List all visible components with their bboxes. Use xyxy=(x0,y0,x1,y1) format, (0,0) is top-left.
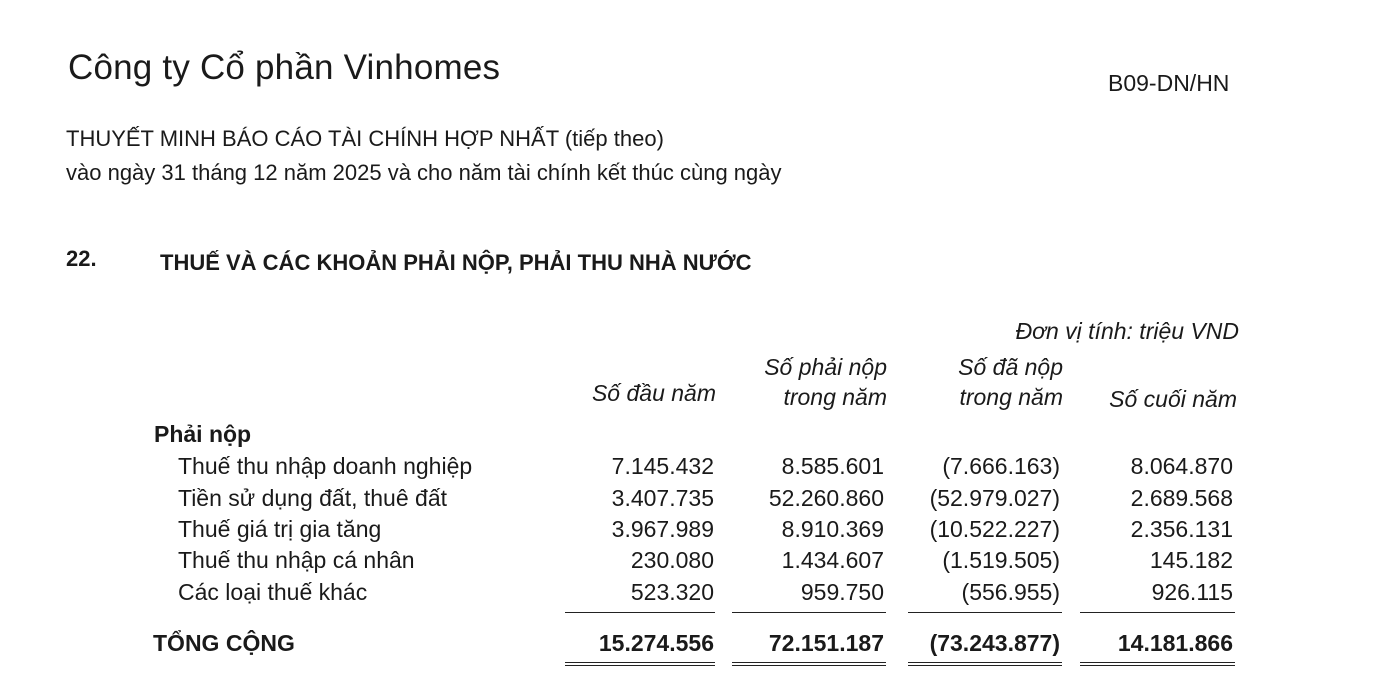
row-label: Thuế thu nhập cá nhân xyxy=(178,547,415,573)
company-name: Công ty Cổ phần Vinhomes xyxy=(68,48,501,87)
group-label-payable: Phải nộp xyxy=(154,421,252,447)
value-opening: 3.967.989 xyxy=(611,516,714,542)
value-payable: 959.750 xyxy=(800,579,884,605)
column-header-line1: Số phải nộp xyxy=(764,354,887,380)
total-double-rule xyxy=(908,662,1062,666)
unit-note: Đơn vị tính: triệu VND xyxy=(1015,318,1239,344)
column-header-payable xyxy=(764,352,887,412)
value-paid: (556.955) xyxy=(961,579,1060,605)
total-paid: (73.243.877) xyxy=(929,630,1060,656)
total-double-rule xyxy=(565,662,715,666)
value-closing: 2.689.568 xyxy=(1130,485,1233,511)
value-paid: (7.666.163) xyxy=(942,453,1060,479)
total-label: TỔNG CỘNG xyxy=(153,630,295,656)
value-payable: 8.910.369 xyxy=(781,516,884,542)
row-label: Thuế thu nhập doanh nghiệp xyxy=(178,453,473,479)
value-paid: (52.979.027) xyxy=(929,485,1060,511)
value-paid: (1.519.505) xyxy=(942,547,1060,573)
value-payable: 8.585.601 xyxy=(781,453,884,479)
column-header-line2: trong năm xyxy=(959,384,1063,410)
value-closing: 2.356.131 xyxy=(1130,516,1233,542)
total-double-rule xyxy=(732,662,886,666)
value-closing: 8.064.870 xyxy=(1130,453,1233,479)
row-label: Các loại thuế khác xyxy=(178,579,368,605)
section-number: 22. xyxy=(66,246,97,271)
form-code: B09-DN/HN xyxy=(1108,70,1230,96)
table-row xyxy=(0,516,1377,548)
subtotal-rule xyxy=(732,612,886,613)
subtotal-rule xyxy=(908,612,1062,613)
section-title: THUẾ VÀ CÁC KHOẢN PHẢI NỘP, PHẢI THU NHÀ NƯỚC xyxy=(160,250,752,275)
value-opening: 523.320 xyxy=(630,579,714,605)
value-opening: 3.407.735 xyxy=(611,485,714,511)
value-opening: 230.080 xyxy=(630,547,714,573)
subtotal-rule xyxy=(565,612,715,613)
column-header-paid xyxy=(958,352,1063,412)
total-payable: 72.151.187 xyxy=(768,630,884,656)
report-subtitle: THUYẾT MINH BÁO CÁO TÀI CHÍNH HỢP NHẤT (tiếp theo) xyxy=(66,126,664,151)
table-row xyxy=(0,579,1377,611)
column-header-line2: trong năm xyxy=(783,384,887,410)
column-header-closing xyxy=(1109,384,1237,414)
value-opening: 7.145.432 xyxy=(611,453,714,479)
value-paid: (10.522.227) xyxy=(929,516,1060,542)
column-header-line1: Số đã nộp xyxy=(958,354,1063,380)
report-period: vào ngày 31 tháng 12 năm 2025 và cho năm tài chính kết thúc cùng ngày xyxy=(66,160,782,185)
value-payable: 1.434.607 xyxy=(781,547,884,573)
total-closing: 14.181.866 xyxy=(1117,630,1233,656)
column-header-opening xyxy=(592,378,716,408)
value-closing: 926.115 xyxy=(1151,579,1233,605)
subtotal-rule xyxy=(1080,612,1235,613)
column-header-line2: Số cuối năm xyxy=(1109,386,1237,412)
column-header-line2: Số đầu năm xyxy=(591,380,716,406)
total-double-rule xyxy=(1080,662,1235,666)
total-opening: 15.274.556 xyxy=(598,630,714,656)
row-label: Tiền sử dụng đất, thuê đất xyxy=(178,485,448,511)
table-row xyxy=(0,485,1377,517)
table-row xyxy=(0,453,1377,485)
value-closing: 145.182 xyxy=(1149,547,1233,573)
row-label: Thuế giá trị gia tăng xyxy=(178,516,382,542)
table-row xyxy=(0,547,1377,579)
total-row xyxy=(0,630,1377,664)
value-payable: 52.260.860 xyxy=(768,485,884,511)
